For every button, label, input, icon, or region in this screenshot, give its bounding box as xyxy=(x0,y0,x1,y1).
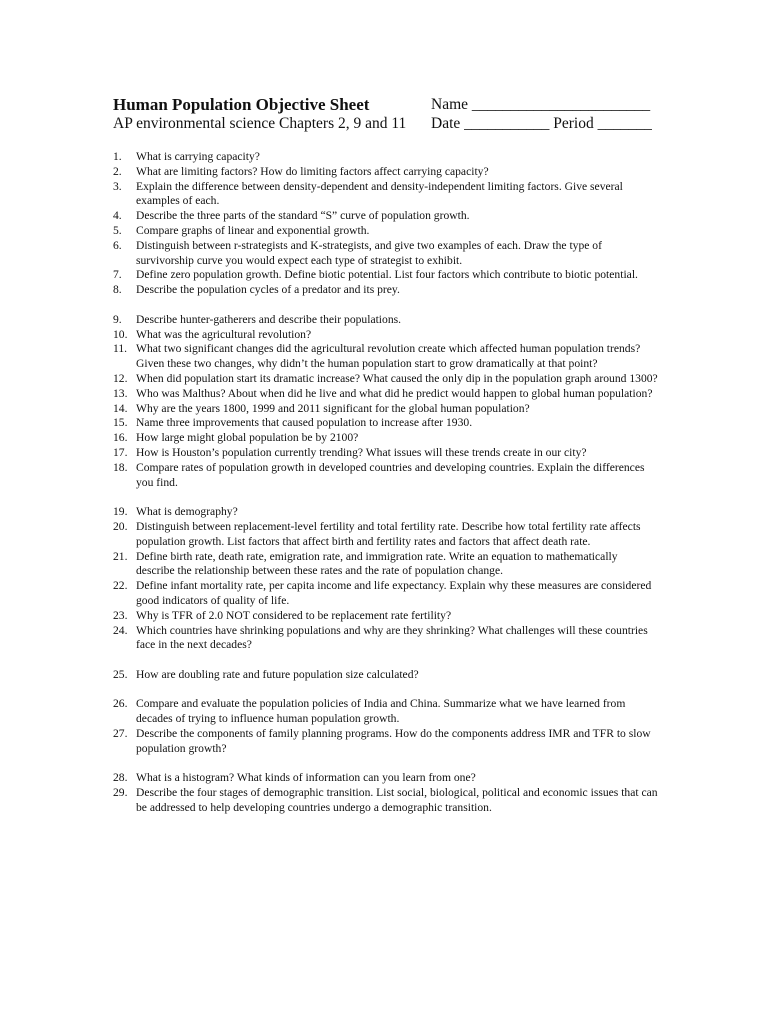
question-item xyxy=(113,727,658,757)
question-text: Name three improvements that caused population to increase after 1930. xyxy=(136,416,473,430)
question-text: Describe the four stages of demographic transition. List social, biological, political and economic issues that can be addressed to help developing countries undergo a demographic transition. xyxy=(136,786,658,815)
question-item xyxy=(113,313,658,328)
question-number: 19. xyxy=(113,505,128,519)
question-item xyxy=(113,416,658,431)
question-number: 14. xyxy=(113,401,128,415)
question-text: Distinguish between replacement-level fertility and total fertility rate. Describe how total fertility rate affects population growth. List factors that affect birth and fertility rates and factors that affect death rate. xyxy=(136,519,641,548)
question-number: 16. xyxy=(113,431,128,445)
question-text: Define birth rate, death rate, emigration rate, and immigration rate. Write an equation to mathematically describe the relationship between these rates and the rate of population change. xyxy=(136,549,618,578)
question-number: 23. xyxy=(113,608,128,622)
question-text: What was the agricultural revolution? xyxy=(136,327,312,341)
question-item xyxy=(113,668,658,683)
question-number: 25. xyxy=(113,667,128,681)
question-item xyxy=(113,505,658,520)
question-text: What is a histogram? What kinds of information can you learn from one? xyxy=(136,771,476,785)
question-number: 20. xyxy=(113,519,128,533)
question-number: 27. xyxy=(113,727,128,741)
question-text: Define zero population growth. Define biotic potential. List four factors which contribute to biotic potential. xyxy=(136,268,638,282)
question-number: 2. xyxy=(113,164,122,178)
document-title: Human Population Objective Sheet xyxy=(113,95,370,114)
question-item xyxy=(113,165,658,180)
document-header xyxy=(113,95,658,139)
question-item xyxy=(113,786,658,816)
question-number: 9. xyxy=(113,312,122,326)
question-number: 12. xyxy=(113,371,128,385)
question-text: What are limiting factors? How do limiting factors affect carrying capacity? xyxy=(136,164,489,178)
question-item xyxy=(113,239,658,269)
question-item xyxy=(113,342,658,372)
question-item xyxy=(113,180,658,210)
question-text: Distinguish between r-strategists and K-strategists, and give two examples of each. Draw the type of survivorship curve you would expect each type of strategist to exhibit. xyxy=(136,238,602,267)
question-text: Describe the three parts of the standard “S” curve of population growth. xyxy=(136,209,470,223)
question-item xyxy=(113,387,658,402)
name-field-line: Name _______________________ xyxy=(431,96,651,113)
question-item xyxy=(113,771,658,786)
question-item xyxy=(113,609,658,624)
question-text: Why is TFR of 2.0 NOT considered to be replacement rate fertility? xyxy=(136,608,452,622)
question-item xyxy=(113,624,658,654)
question-item xyxy=(113,328,658,343)
question-text: What is demography? xyxy=(136,505,238,519)
question-number: 3. xyxy=(113,179,122,193)
question-number: 1. xyxy=(113,150,122,163)
question-number: 6. xyxy=(113,238,122,252)
question-number: 11. xyxy=(113,342,128,356)
question-number: 26. xyxy=(113,697,128,711)
question-text: Who was Malthus? About when did he live and what did he predict would happen to global human population? xyxy=(136,386,653,400)
question-item xyxy=(113,372,658,387)
question-number: 4. xyxy=(113,209,122,223)
question-text: Describe the components of family planning programs. How do the components address IMR and TFR to slow population growth? xyxy=(136,727,651,755)
question-number: 13. xyxy=(113,386,128,400)
question-text: Define infant mortality rate, per capita income and life expectancy. Explain why these measures are considered good indicators of quality of life. xyxy=(136,579,652,607)
question-number: 18. xyxy=(113,460,128,474)
question-item xyxy=(113,446,658,461)
question-text: Which countries have shrinking populations and why are they shrinking? What challenges will these countries face in the next decades? xyxy=(136,623,648,652)
question-item xyxy=(113,224,658,239)
question-number: 28. xyxy=(113,771,128,785)
question-number: 29. xyxy=(113,786,128,800)
date-period-field-line: Date ___________ Period _______ xyxy=(431,115,652,132)
question-list xyxy=(113,150,658,816)
question-text: How is Houston’s population currently trending? What issues will these trends create in our city? xyxy=(136,445,587,459)
question-text: Describe hunter-gatherers and describe their populations. xyxy=(136,312,402,326)
question-item xyxy=(113,579,658,609)
question-item xyxy=(113,461,658,491)
question-number: 15. xyxy=(113,416,128,430)
question-text: Compare rates of population growth in developed countries and developing countries. Explain the differences you find. xyxy=(136,460,645,489)
question-item xyxy=(113,283,658,298)
question-number: 5. xyxy=(113,223,122,237)
question-text: How large might global population be by 2100? xyxy=(136,431,359,445)
question-text: What is carrying capacity? xyxy=(136,150,260,163)
question-number: 22. xyxy=(113,579,128,593)
question-item xyxy=(113,209,658,224)
question-text: Why are the years 1800, 1999 and 2011 significant for the global human population? xyxy=(136,401,530,415)
question-number: 17. xyxy=(113,445,128,459)
question-text: When did population start its dramatic increase? What caused the only dip in the population graph around 1300? xyxy=(136,371,658,385)
question-text: How are doubling rate and future population size calculated? xyxy=(136,667,419,681)
question-item xyxy=(113,550,658,580)
question-text: Describe the population cycles of a predator and its prey. xyxy=(136,283,400,297)
document-subtitle: AP environmental science Chapters 2, 9 and 11 xyxy=(113,115,407,132)
question-number: 24. xyxy=(113,623,128,637)
question-number: 10. xyxy=(113,327,128,341)
question-item xyxy=(113,402,658,417)
question-text: Explain the difference between density-dependent and density-independent limiting factors. Give several examples of each. xyxy=(136,179,623,208)
question-number: 21. xyxy=(113,549,128,563)
question-text: What two significant changes did the agricultural revolution create which affected human population trends? Given these two changes, why didn’t the human population start to grow dramatically at that point? xyxy=(136,342,641,371)
question-number: 8. xyxy=(113,283,122,297)
question-item xyxy=(113,520,658,550)
question-number: 7. xyxy=(113,268,122,282)
question-text: Compare graphs of linear and exponential growth. xyxy=(136,223,370,237)
question-text: Compare and evaluate the population policies of India and China. Summarize what we have learned from decades of trying to influence human population growth. xyxy=(136,697,626,726)
question-item xyxy=(113,150,658,165)
question-item xyxy=(113,431,658,446)
question-item xyxy=(113,697,658,727)
question-item xyxy=(113,268,658,283)
